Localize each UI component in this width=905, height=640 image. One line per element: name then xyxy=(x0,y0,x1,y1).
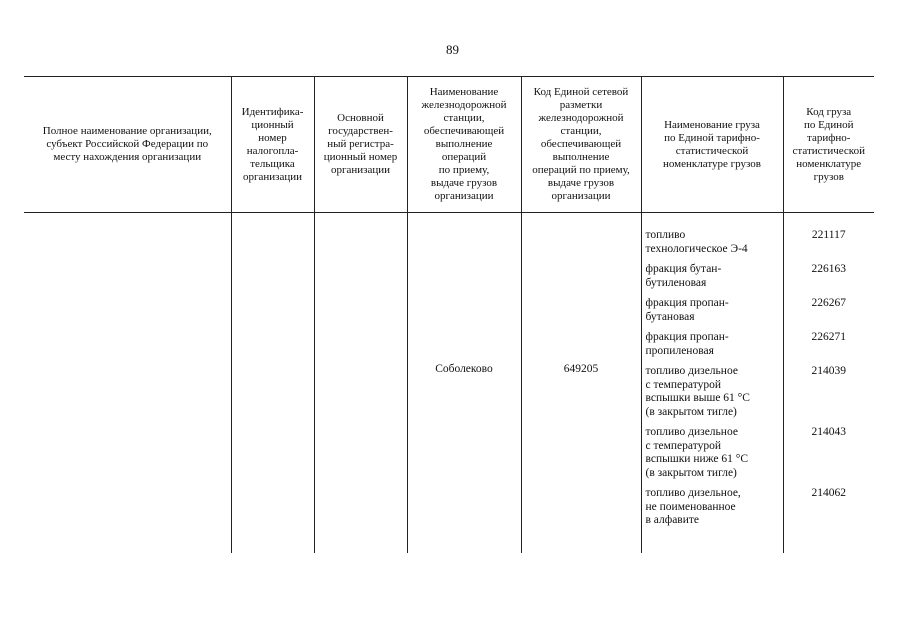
table-row xyxy=(24,213,874,554)
header-cargo-name xyxy=(641,77,783,213)
cargo-code: 226271 xyxy=(811,331,846,343)
header-cargo-code-text: Код груза по Единой тарифно- статистической номенклатуре грузов xyxy=(792,105,865,183)
cell-station-code xyxy=(521,213,641,554)
header-station-code xyxy=(521,77,641,213)
header-ogrn-text: Основной государствен- ный регистра- ционный номер организации xyxy=(323,112,398,176)
cargo-table xyxy=(24,76,874,553)
cell-ogrn xyxy=(314,213,407,554)
cell-station-name xyxy=(407,213,521,554)
station-name: Соболеково xyxy=(435,363,493,375)
cargo-name: фракция бутан- бутиленовая xyxy=(645,263,722,289)
header-inn-text: Идентифика- ционный номер налогопла- тельщика организации xyxy=(241,105,304,183)
cargo-name: фракция пропан- пропиленовая xyxy=(645,331,729,357)
header-organization-name xyxy=(24,77,231,213)
page-number: 89 xyxy=(446,42,459,57)
header-station-name xyxy=(407,77,521,213)
header-inn xyxy=(231,77,314,213)
cargo-name-list xyxy=(646,229,779,535)
cargo-code: 214062 xyxy=(811,487,846,499)
cargo-code: 226163 xyxy=(811,263,846,275)
station-code: 649205 xyxy=(563,363,599,375)
header-organization-name-text: Полное наименование организации, субъект Российской Федерации по месту нахождения организации xyxy=(42,125,212,163)
cargo-code: 221117 xyxy=(811,229,846,241)
cargo-code: 214039 xyxy=(811,365,846,377)
cargo-code: 226267 xyxy=(811,297,846,309)
cargo-name: топливо дизельное с температурой вспышки ниже 61 °С (в закрытом тигле) xyxy=(645,426,749,479)
cell-cargo-codes xyxy=(783,213,874,554)
header-cargo-name-text: Наименование груза по Единой тарифно- статистической номенклатуре грузов xyxy=(663,118,761,170)
cell-cargo-names xyxy=(641,213,783,554)
header-cargo-code xyxy=(783,77,874,213)
header-station-name-text: Наименование железнодорожной станции, обеспечивающей выполнение операций по приему, выдаче грузов организации xyxy=(421,86,507,202)
cargo-name: фракция пропан- бутановая xyxy=(645,297,729,323)
cargo-code: 214043 xyxy=(811,426,846,438)
header-ogrn xyxy=(314,77,407,213)
cargo-code-list xyxy=(784,229,875,535)
table-header-row xyxy=(24,77,874,213)
cell-organization-name xyxy=(24,213,231,554)
cargo-name: топливо дизельное с температурой вспышки выше 61 °С (в закрытом тигле) xyxy=(645,365,750,418)
cargo-name: топливо дизельное, не поименованное в алфавите xyxy=(645,487,741,526)
cell-inn xyxy=(231,213,314,554)
header-station-code-text: Код Единой сетевой разметки железнодорожной станции, обеспечивающей выполнение операций по приему, выдаче грузов организации xyxy=(532,86,630,202)
cargo-name: топливо технологическое Э-4 xyxy=(645,229,748,255)
